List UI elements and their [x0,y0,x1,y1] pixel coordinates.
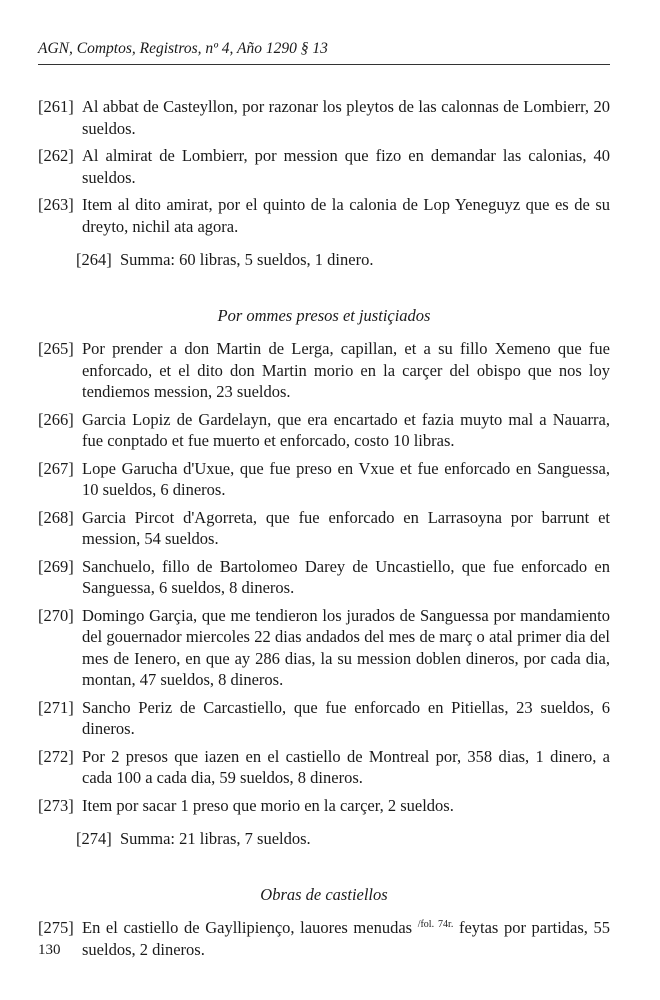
entry-number: [262] [38,146,74,165]
entry-text: Sanchuelo, fillo de Bartolomeo Darey de Uncastiello, que fue enforcado en Sanguessa, 6 sueldos, 8 dineros. [82,556,610,597]
entry-number: [273] [38,795,74,815]
running-head: AGN, Comptos, Registros, nº 4, Año 1290 § 13 [38,40,610,65]
entry-text-before: En el castiello de Gayllipienço, lauores menudas [82,918,418,937]
entry-number: [274] [76,829,112,848]
entry-272 [38,746,610,789]
entry-text-after: feytas por partidas, 55 sueldos, 2 dineros. [82,918,611,959]
entry-number: [263] [38,195,74,214]
entry-270 [38,605,610,691]
section-title-obras: Obras de castiellos [260,884,388,904]
page-number: 130 [38,942,61,958]
entry-text: Domingo Garçia, que me tendieron los jurados de Sanguessa por mandamiento del gouernador miercoles 22 dias andados del mes de març o atal primer dia del mes de Ienero, en que ay 286 dias, la su mession doblen dineros, por cada dia, montan, 47 sueldos, 8 dineros. [82,605,610,689]
page-body [38,96,610,966]
entry-269 [38,556,610,599]
entry-text: Al abbat de Casteyllon, por razonar los pleytos de las calonnas de Lombierr, 20 sueldos. [82,97,610,138]
entry-number: [268] [38,507,74,527]
entry-text: Garcia Pircot d'Agorreta, que fue enforcado en Larrasoyna por barrunt et mession, 54 sueldos. [82,507,610,548]
entry-text: Sancho Periz de Carcastiello, que fue enforcado en Pitiellas, 23 sueldos, 6 dineros. [82,697,610,738]
summa-274 [76,828,610,850]
entry-267 [38,458,610,501]
entry-number: [265] [38,339,74,358]
entry-text: Garcia Lopiz de Gardelayn, que era encartado et fazia muyto mal a Nauarra, fue conptado et fue muerto et enforcado, costo 10 libras. [82,409,610,450]
entry-text: Por 2 presos que iazen en el castiello de Montreal por, 358 dias, 1 dinero, a cada 100 a cada dia, 59 sueldos, 8 dineros. [82,746,610,787]
entry-text: Item al dito amirat, por el quinto de la calonia de Lop Yeneguyz que es de su dreyto, nichil ata agora. [82,195,610,236]
entry-number: [269] [38,556,74,576]
entry-number: [267] [38,458,74,478]
entry-266 [38,409,610,452]
entry-number: [272] [38,746,74,766]
summa-264 [76,249,610,271]
summa-text: Summa: 60 libras, 5 sueldos, 1 dinero. [120,250,374,269]
entry-268 [38,507,610,550]
entry-text: Item por sacar 1 preso que morio en la carçer, 2 sueldos. [82,795,454,815]
entry-273 [38,795,610,817]
entry-number: [261] [38,97,74,116]
entry-number: [270] [38,605,74,625]
entry-271 [38,697,610,740]
folio-marker: /fol. 74r. [417,919,454,930]
summa-text: Summa: 21 libras, 7 sueldos. [120,829,311,848]
entry-265 [38,338,610,403]
entry-text: Lope Garucha d'Uxue, que fue preso en Vxue et fue enforcado en Sanguessa, 10 sueldos, 6 dineros. [82,458,610,499]
entry-261 [38,96,610,139]
entry-text: Al almirat de Lombierr, por mession que fizo en demandar las calonias, 40 sueldos. [82,146,610,187]
entry-number: [264] [76,250,112,269]
section-title-presos: Por ommes presos et justiçiados [217,305,431,325]
entry-number: [275] [38,918,74,937]
entry-number: [271] [38,697,74,717]
entry-number: [266] [38,409,74,429]
entry-263 [38,194,610,237]
entry-text: Por prender a don Martin de Lerga, capillan, et a su fillo Xemeno que fue enforcado, et el dito don Martin morio en la carçer del obispo que nos loy tendiemos mession, 23 sueldos. [82,339,610,401]
entry-262 [38,145,610,188]
entry-275 [38,917,610,960]
